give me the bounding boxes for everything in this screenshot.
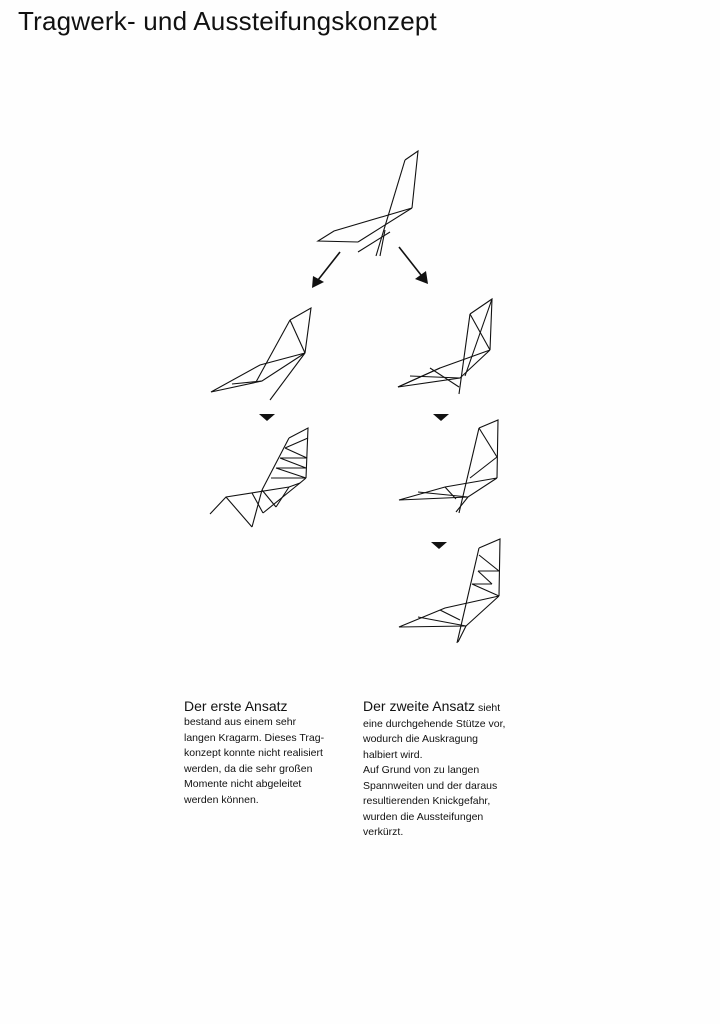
second-approach-line: eine durchgehende Stütze vor, [363,717,506,730]
first-approach-structure-1 [211,308,311,400]
first-approach-line: werden, da die sehr großen [184,762,313,775]
step-arrow-2 [433,414,449,421]
second-approach-line: Spannweiten und der daraus [363,779,498,792]
second-approach-line: Auf Grund von zu langen [363,764,480,776]
second-approach-line: halbiert wird. [363,748,423,761]
first-approach-structure-2 [210,428,308,527]
second-approach-line: resultierenden Knickgefahr, [363,795,491,807]
first-approach-line: Momente nicht abgeleitet [184,778,302,790]
second-approach-line: wodurch die Auskragung [363,733,478,745]
first-approach-line: langen Kragarm. Dieses Trag- [184,731,325,744]
step-arrow-1 [259,414,275,421]
second-approach-structure-2 [399,420,498,513]
second-approach-text [363,697,505,841]
page-title: Tragwerk- und Aussteifungskonzept [18,6,437,36]
split-arrow-left [312,252,340,288]
second-approach-line: verkürzt. [363,826,404,838]
split-arrow-right [399,247,428,284]
second-approach-heading-line [363,697,505,717]
first-approach-line: konzept konnte nicht realisiert [184,747,323,759]
first-approach-line: werden können. [184,793,259,806]
second-approach-heading: Der zweite Ansatz [363,698,476,714]
initial-structure-sketch [318,151,418,256]
step-arrow-3 [431,542,447,549]
first-approach-heading: Der erste Ansatz [184,698,288,714]
second-approach-heading-tail: sieht [477,702,501,714]
first-approach-line: bestand aus einem sehr [184,716,297,728]
second-approach-structure-1 [398,299,492,394]
first-approach-text [184,697,324,808]
second-approach-line: wurden die Aussteifungen [363,810,484,823]
second-approach-structure-3 [399,539,500,643]
